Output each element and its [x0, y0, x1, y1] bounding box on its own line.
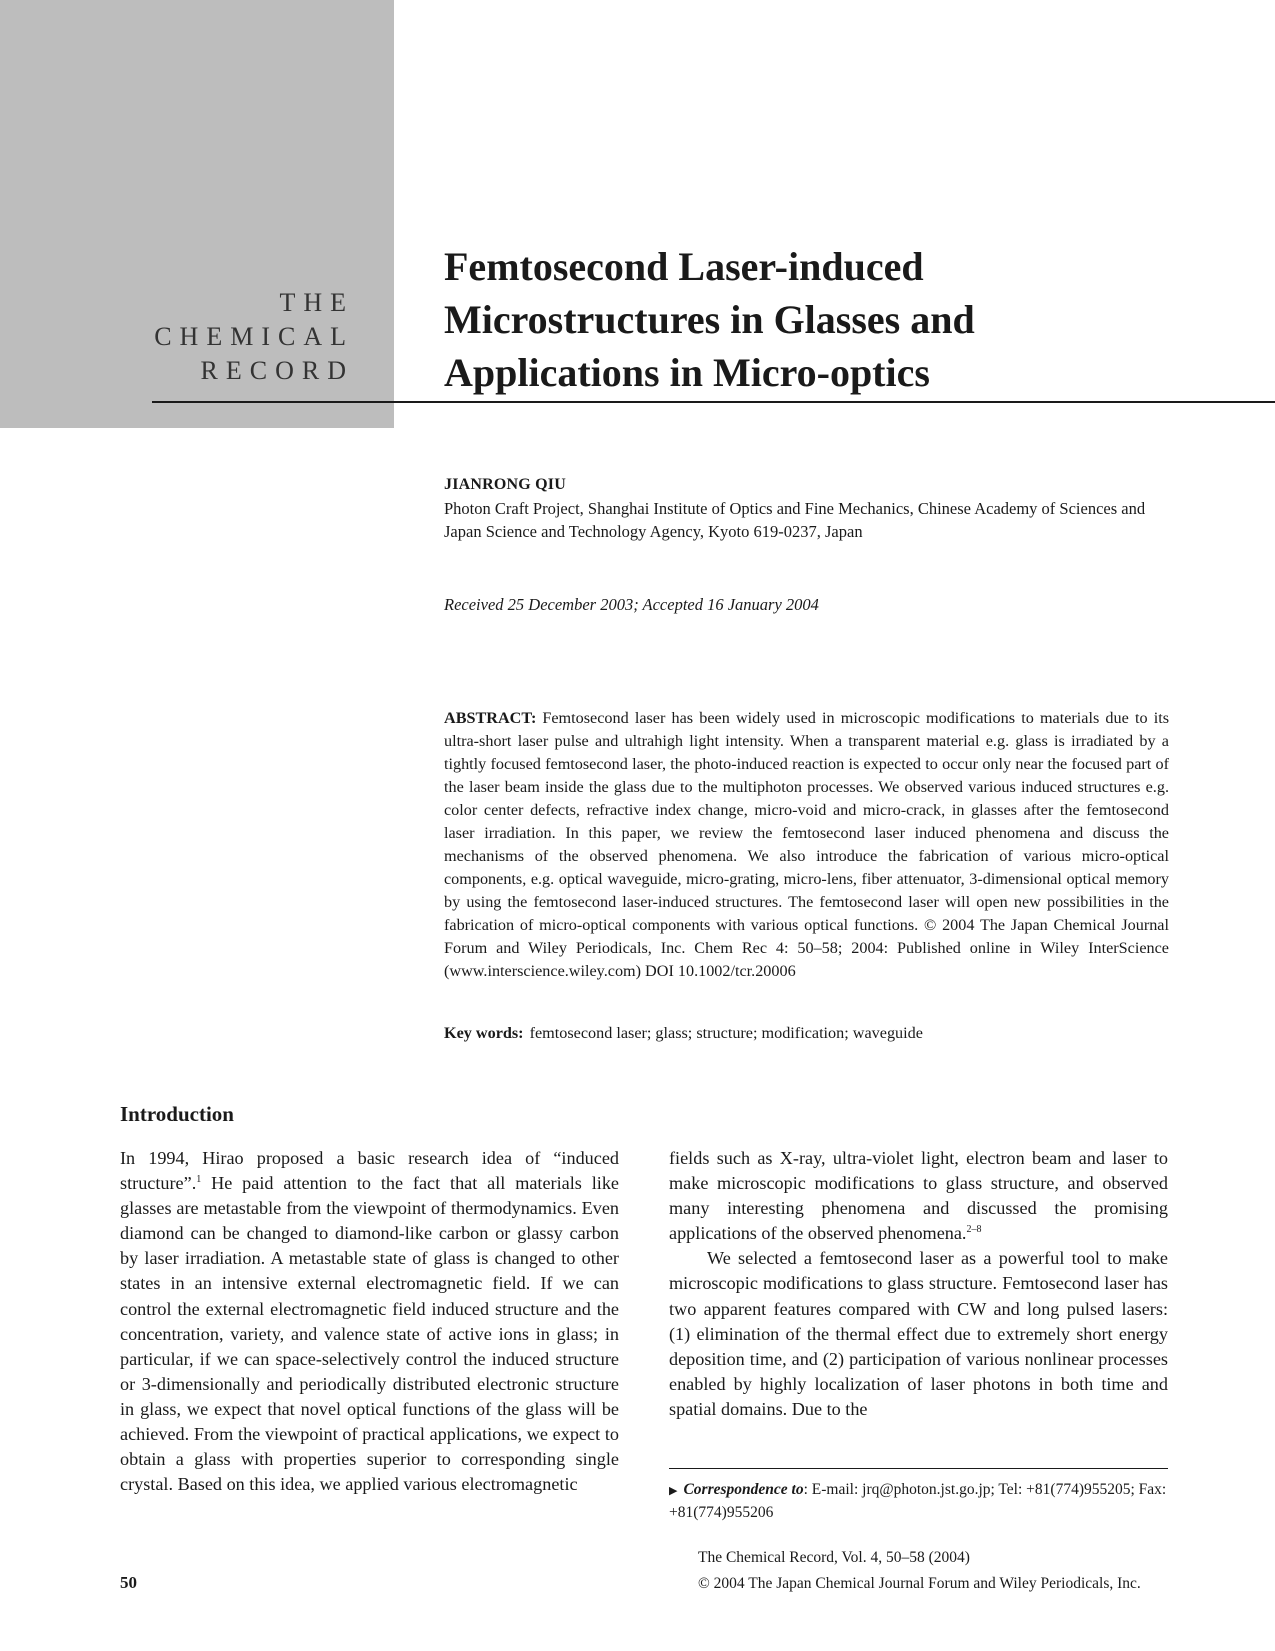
correspondence-footnote [669, 1479, 1168, 1524]
citation-ref: 1 [196, 1174, 202, 1186]
footer-copyright: © 2004 The Japan Chemical Journal Forum and Wiley Periodicals, Inc. [698, 1575, 1141, 1592]
footnote-rule [669, 1468, 1168, 1469]
paragraph-text: fields such as X-ray, ultra-violet light, electron beam and laser to make microscopic modifications to glass structure, and observed many interesting phenomena and discussed the promising applications of the observed phenomena. [669, 1148, 1168, 1244]
title-line: Microstructures in Glasses and [444, 297, 975, 342]
paragraph: We selected a femtosecond laser as a powerful tool to make microscopic modifications to glass structure. Femtosecond laser has two apparent features compared with CW and long pulsed lasers: (1) elimination of the thermal effect due to extremely short energy deposition time, and (2) participation of various nonlinear processes enabled by highly localization of laser photons in both time and spatial domains. Due to the [669, 1248, 1168, 1419]
page-number: 50 [120, 1573, 137, 1592]
body-column-left [120, 1146, 619, 1497]
paragraph [669, 1146, 1168, 1246]
paragraph-text: In 1994, Hirao proposed a basic research idea of “induced structure”. [120, 1148, 619, 1194]
article-title [444, 240, 1244, 399]
journal-name-line: CHEMICAL [154, 322, 354, 351]
section-heading: Introduction [120, 1102, 234, 1126]
journal-name [154, 286, 354, 388]
title-line: Femtosecond Laser-induced [444, 244, 924, 289]
author-name: JIANRONG QIU [444, 476, 566, 493]
journal-name-line: RECORD [200, 356, 354, 385]
footer-citation: The Chemical Record, Vol. 4, 50–58 (2004) [698, 1549, 970, 1566]
title-rule [152, 401, 1275, 403]
abstract-text: Femtosecond laser has been widely used in microscopic modifications to materials due to its ultra-short laser pulse and ultrahigh light intensity. When a transparent material e.g. glass is irradiated by a tightly focused femtosecond laser, the photo-induced reaction is expected to occur only near the focused part of the laser beam inside the glass due to the multiphoton processes. We observed various induced structures e.g. color center defects, refractive index change, micro-void and micro-crack, in glasses after the femtosecond laser irradiation. In this paper, we review the femtosecond laser induced phenomena and discuss the mechanisms of the observed phenomena. We also introduce the fabrication of various micro-optical components, e.g. optical waveguide, micro-grating, micro-lens, fiber attenuator, 3-dimensional optical memory by using the femtosecond laser-induced structures. The femtosecond laser will open new possibilities in the fabrication of micro-optical components with various optical functions. © 2004 The Japan Chemical Journal Forum and Wiley Periodicals, Inc. Chem Rec 4: 50–58; 2004: Published online in Wiley InterScience (www.interscience.wiley.com) DOI 10.1002/tcr.20006 [444, 709, 1169, 980]
author-affiliation: Photon Craft Project, Shanghai Institute of Optics and Fine Mechanics, Chinese Academy of Sciences and Japan Science and Technology Agency, Kyoto 619-0237, Japan [444, 499, 1146, 541]
paragraph-text: He paid attention to the fact that all materials like glasses are metastable from the viewpoint of thermodynamics. Even diamond can be changed to diamond-like carbon or glassy carbon by laser irradiation. A metastable state of glass is changed to other states in an intensive external electromagnetic field. If we can control the external electromagnetic field induced structure and the concentration, variety, and valence state of active ions in glass; in particular, if we can space-selectively control the induced structure or 3-dimensionally and periodically distributed electronic structure in glass, we expect that novel optical functions of the glass will be achieved. From the viewpoint of practical applications, we expect to obtain a glass with properties superior to corresponding single crystal. Based on this idea, we applied various electromagnetic [120, 1173, 619, 1495]
keywords-text: femtosecond laser; glass; structure; modification; waveguide [529, 1024, 923, 1042]
triangle-bullet-icon: ▶ [669, 1485, 678, 1497]
citation-ref: 2–8 [966, 1224, 982, 1236]
paragraph [120, 1146, 619, 1497]
abstract-label: ABSTRACT: [444, 709, 537, 727]
keywords-label: Key words: [444, 1024, 524, 1042]
abstract [444, 707, 1169, 983]
keywords [444, 1024, 923, 1043]
journal-name-line: THE [279, 288, 354, 317]
correspondence-label: Correspondence to [683, 1481, 804, 1498]
correspondence-text: : E-mail: jrq@photon.jst.go.jp; Tel: +81(774)955205; Fax: +81(774)955206 [669, 1481, 1167, 1521]
title-line: Applications in Micro-optics [444, 350, 930, 395]
body-column-right [669, 1146, 1168, 1422]
received-dates: Received 25 December 2003; Accepted 16 January 2004 [444, 595, 819, 614]
